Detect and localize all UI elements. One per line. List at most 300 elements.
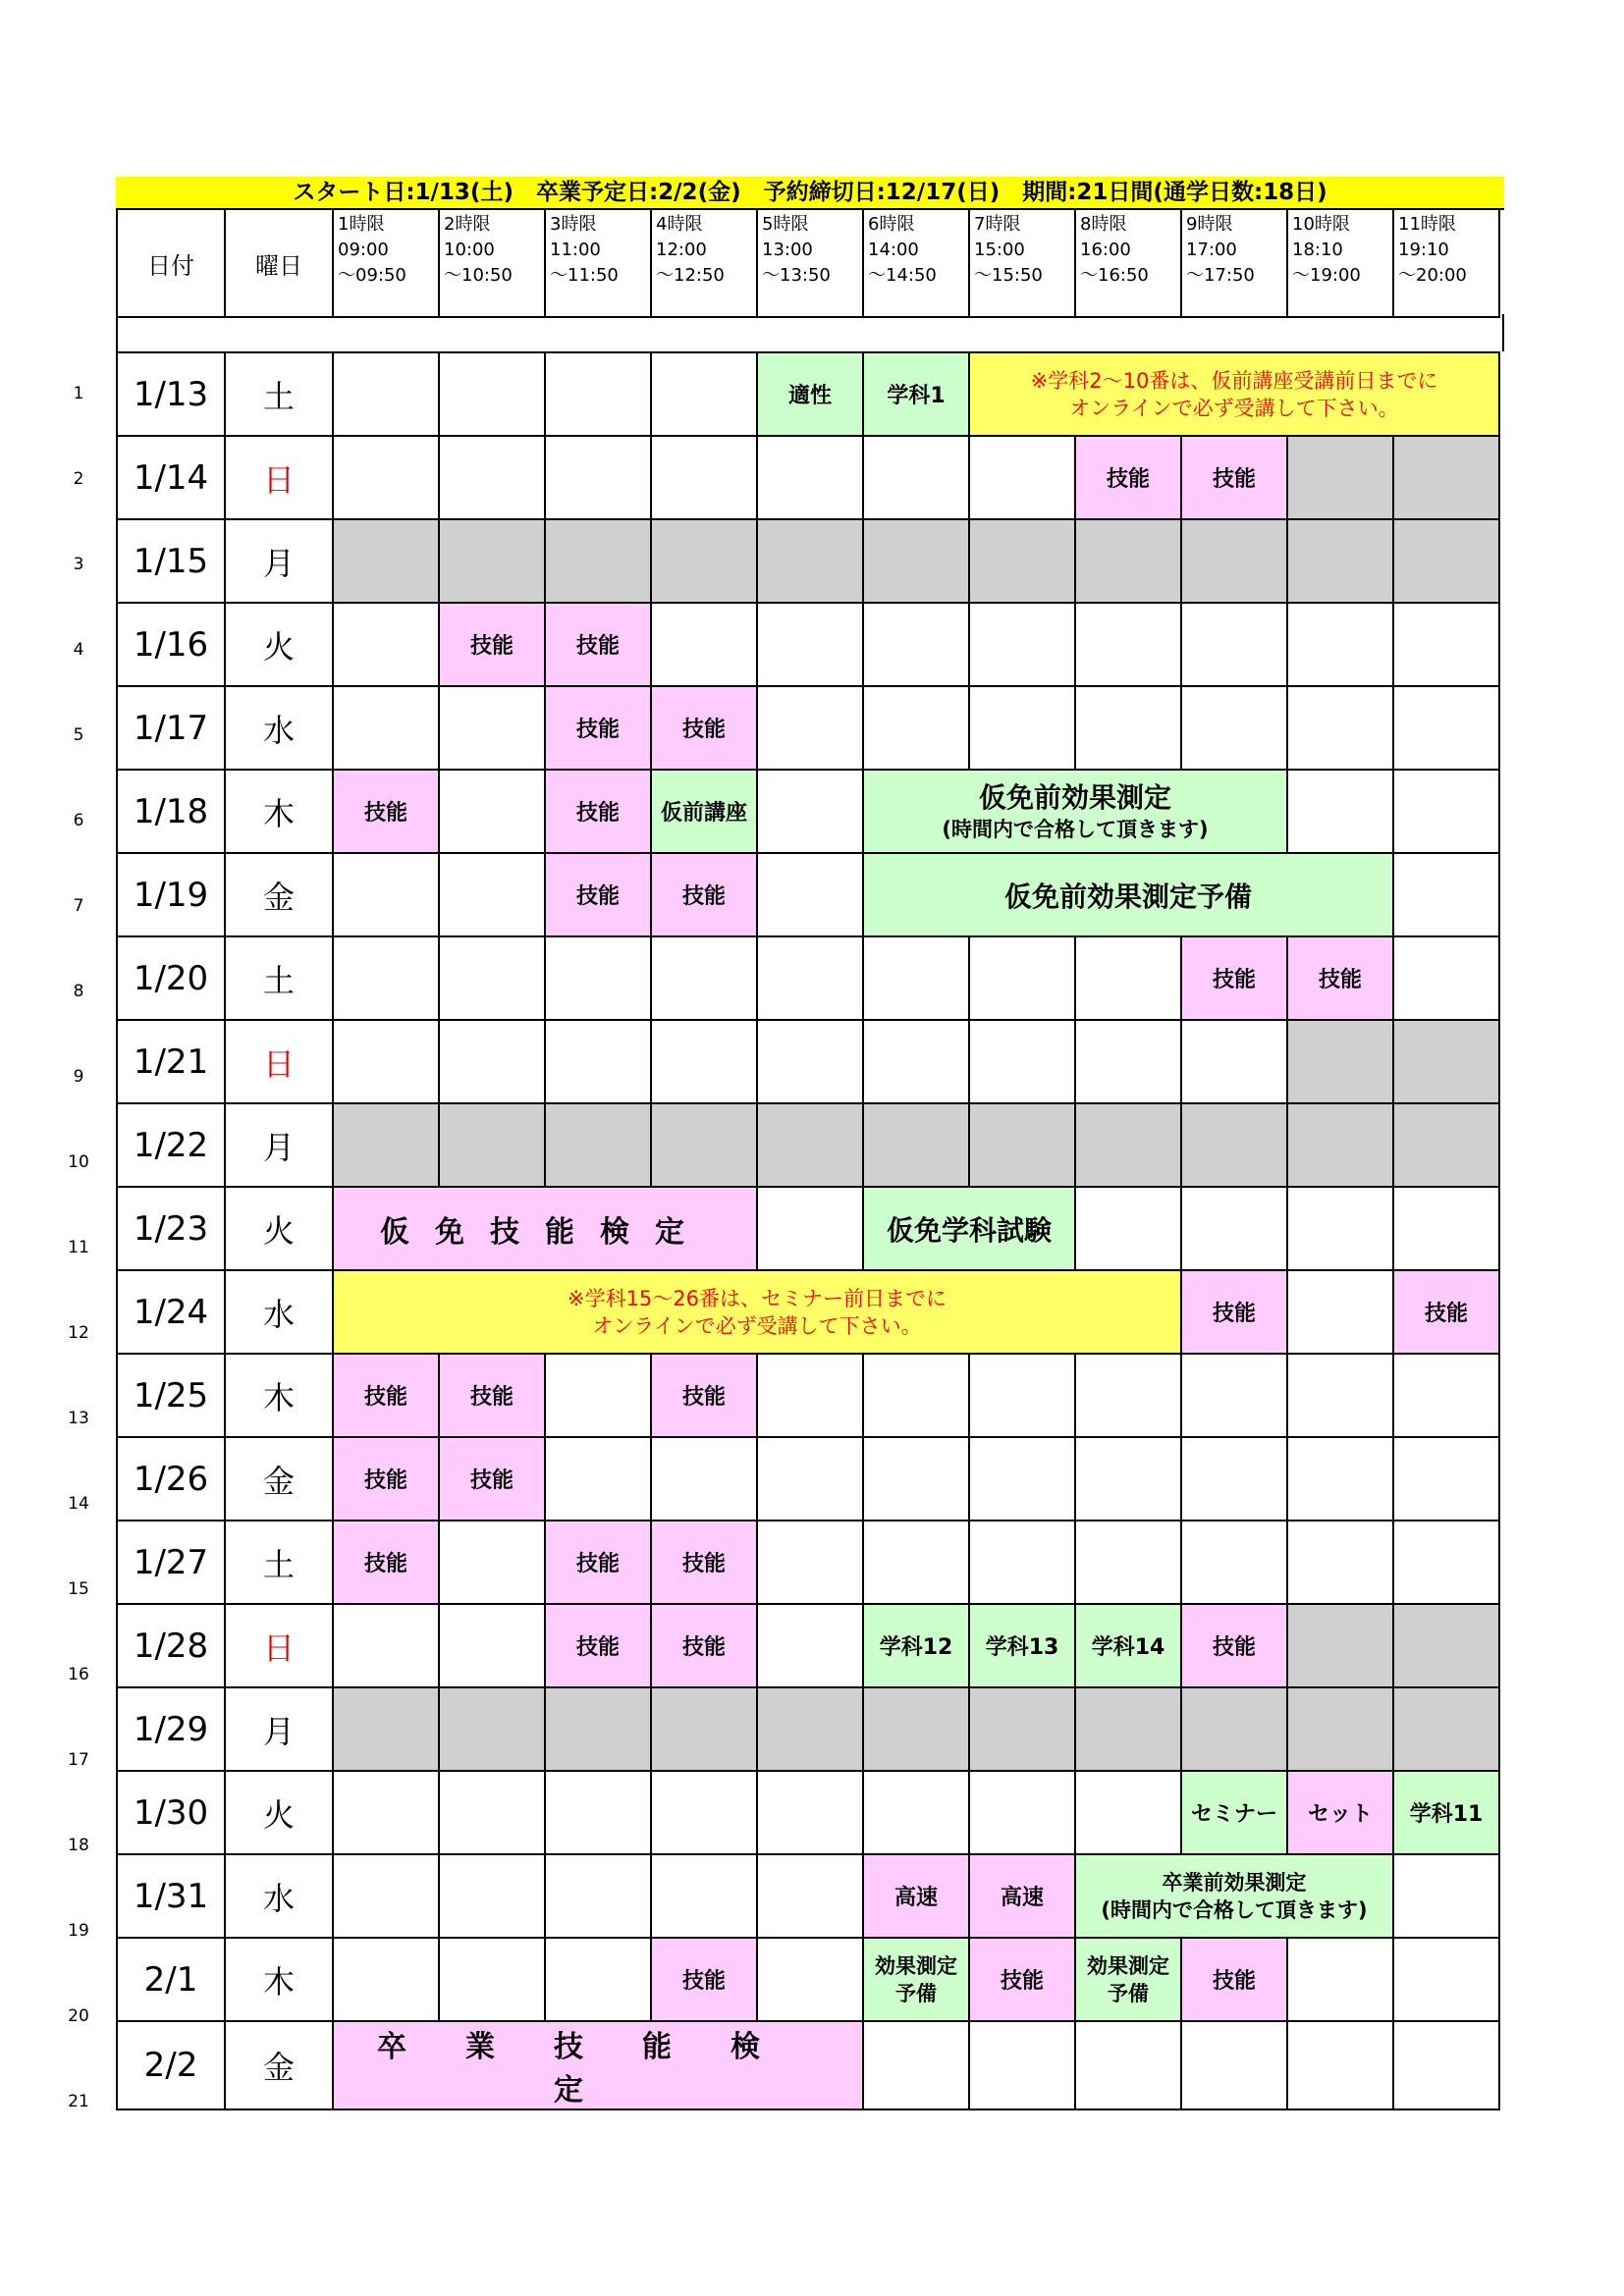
empty-cell xyxy=(969,1020,1075,1103)
schedule-row xyxy=(117,1938,1499,2021)
period-end: ～10:50 xyxy=(444,265,513,286)
empty-cell xyxy=(1075,936,1181,1020)
weekday-cell: 土 xyxy=(225,352,333,436)
row-number: 20 xyxy=(68,2006,89,2026)
empty-cell xyxy=(1393,603,1499,686)
schedule-row xyxy=(117,686,1499,770)
lesson-cell-class: 学科13 xyxy=(969,1604,1075,1687)
empty-cell xyxy=(439,1604,545,1687)
schedule-row xyxy=(117,936,1499,1020)
weekday-cell: 月 xyxy=(225,1687,333,1771)
empty-cell xyxy=(1287,2021,1393,2109)
date-cell: 1/17 xyxy=(117,686,225,770)
lesson-cell-class: 学科14 xyxy=(1075,1604,1181,1687)
lesson-cell-practical: 技能 xyxy=(651,1354,757,1437)
empty-cell xyxy=(1393,770,1499,853)
lesson-cell-practical: セット xyxy=(1287,1771,1393,1854)
period-header-7 xyxy=(969,209,1075,317)
lesson-cell-class xyxy=(1075,1854,1393,1938)
lesson-cell-practical: 技能 xyxy=(651,1604,757,1687)
date-column-header: 日付 xyxy=(117,209,225,317)
empty-cell xyxy=(1287,1270,1393,1354)
row-number: 6 xyxy=(73,811,84,830)
empty-cell xyxy=(757,1938,863,2021)
date-cell: 1/21 xyxy=(117,1020,225,1103)
date-cell: 1/29 xyxy=(117,1687,225,1771)
empty-cell xyxy=(863,936,969,1020)
period-start: 18:10 xyxy=(1292,240,1343,260)
period-start: 15:00 xyxy=(974,240,1025,260)
lesson-cell-practical: 技能 xyxy=(333,770,439,853)
closed-cell xyxy=(651,1103,757,1187)
lesson-cell-practical: 技能 xyxy=(439,1437,545,1521)
row-number: 17 xyxy=(68,1750,89,1770)
empty-cell xyxy=(651,603,757,686)
date-cell: 1/26 xyxy=(117,1437,225,1521)
period-header xyxy=(116,208,1500,318)
empty-cell xyxy=(757,1437,863,1521)
row-number: 3 xyxy=(73,555,84,574)
period-header-4 xyxy=(651,209,757,317)
empty-cell xyxy=(1181,1020,1287,1103)
schedule-row xyxy=(117,1521,1499,1604)
cell-line: オンラインで必ず受講して下さい。 xyxy=(592,1313,922,1338)
weekday-cell: 月 xyxy=(225,519,333,603)
empty-cell xyxy=(439,853,545,936)
empty-cell xyxy=(1287,1521,1393,1604)
period-name: 3時限 xyxy=(550,214,597,235)
cell-line: ※学科2～10番は、仮前講座受講前日までに xyxy=(1030,368,1438,393)
empty-cell xyxy=(333,1771,439,1854)
lesson-cell-practical: 技能 xyxy=(1181,1604,1287,1687)
closed-cell xyxy=(1287,1020,1393,1103)
lesson-cell-class xyxy=(863,1938,969,2021)
empty-cell xyxy=(545,1354,651,1437)
empty-cell xyxy=(757,1854,863,1938)
lesson-cell-practical: 技能 xyxy=(1181,436,1287,519)
closed-cell xyxy=(1393,519,1499,603)
closed-cell xyxy=(651,1687,757,1771)
lesson-cell-practical: 技能 xyxy=(439,1354,545,1437)
empty-cell xyxy=(1181,1187,1287,1270)
empty-cell xyxy=(757,686,863,770)
empty-cell xyxy=(757,1521,863,1604)
date-cell: 1/14 xyxy=(117,436,225,519)
closed-cell xyxy=(545,1687,651,1771)
row-number: 18 xyxy=(68,1836,89,1855)
cell-line: 予備 xyxy=(895,1981,937,2005)
period-name: 7時限 xyxy=(974,214,1021,235)
row-number: 4 xyxy=(73,640,84,660)
empty-cell xyxy=(863,2021,969,2109)
empty-cell xyxy=(333,603,439,686)
empty-cell xyxy=(1287,686,1393,770)
weekday-cell: 木 xyxy=(225,1938,333,2021)
closed-cell xyxy=(1287,1687,1393,1771)
row-number: 14 xyxy=(68,1494,89,1514)
empty-cell xyxy=(863,686,969,770)
closed-cell xyxy=(863,1687,969,1771)
period-header-6 xyxy=(863,209,969,317)
period-start: 17:00 xyxy=(1186,240,1237,260)
period-name: 2時限 xyxy=(444,214,491,235)
period-name: 5時限 xyxy=(762,214,809,235)
empty-cell xyxy=(757,1020,863,1103)
empty-cell xyxy=(863,603,969,686)
weekday-cell: 水 xyxy=(225,1270,333,1354)
closed-cell xyxy=(439,1687,545,1771)
empty-cell xyxy=(863,1354,969,1437)
lesson-cell-class: 仮免学科試験 xyxy=(863,1187,1075,1270)
empty-cell xyxy=(863,1020,969,1103)
row-number: 9 xyxy=(73,1067,84,1087)
lesson-cell-class xyxy=(863,770,1287,853)
cell-line: ※学科15～26番は、セミナー前日までに xyxy=(567,1286,947,1310)
closed-cell xyxy=(1181,1103,1287,1187)
lesson-cell-practical: 卒業技能検定 xyxy=(333,2021,863,2109)
empty-cell xyxy=(1181,1437,1287,1521)
weekday-cell: 日 xyxy=(225,1020,333,1103)
empty-cell xyxy=(333,1854,439,1938)
period-start: 11:00 xyxy=(550,240,601,260)
date-cell: 1/27 xyxy=(117,1521,225,1604)
empty-cell xyxy=(863,1521,969,1604)
empty-cell xyxy=(1393,686,1499,770)
weekday-cell: 日 xyxy=(225,436,333,519)
period-end: ～19:00 xyxy=(1292,265,1361,286)
row-number: 10 xyxy=(68,1152,89,1172)
lesson-cell-practical: 技能 xyxy=(1393,1270,1499,1354)
closed-cell xyxy=(1181,1687,1287,1771)
schedule-row xyxy=(117,1354,1499,1437)
empty-cell xyxy=(1075,1354,1181,1437)
schedule-row xyxy=(117,436,1499,519)
closed-cell xyxy=(1181,519,1287,603)
lesson-cell-practical: 技能 xyxy=(1181,1938,1287,2021)
closed-cell xyxy=(969,1687,1075,1771)
weekday-cell: 火 xyxy=(225,1771,333,1854)
row-number: 8 xyxy=(73,982,84,1001)
row-number: 13 xyxy=(68,1409,89,1428)
empty-cell xyxy=(1393,1854,1499,1938)
schedule-summary-banner: スタート日:1/13(土) 卒業予定日:2/2(金) 予約締切日:12/17(日) 期間:21日間(通学日数:18日) xyxy=(116,177,1504,210)
empty-cell xyxy=(439,686,545,770)
period-header-9 xyxy=(1181,209,1287,317)
weekday-cell: 火 xyxy=(225,603,333,686)
empty-cell xyxy=(1181,1521,1287,1604)
weekday-cell: 水 xyxy=(225,686,333,770)
cell-line: (時間内で合格して頂きます) xyxy=(1101,1897,1368,1922)
empty-cell xyxy=(1181,603,1287,686)
empty-cell xyxy=(863,1437,969,1521)
empty-cell xyxy=(1287,1354,1393,1437)
weekday-cell: 月 xyxy=(225,1103,333,1187)
lesson-cell-class: 学科12 xyxy=(863,1604,969,1687)
schedule-row xyxy=(117,1604,1499,1687)
weekday-cell: 土 xyxy=(225,1521,333,1604)
period-name: 8時限 xyxy=(1080,214,1127,235)
empty-cell xyxy=(545,936,651,1020)
empty-cell xyxy=(545,1020,651,1103)
row-number: 16 xyxy=(68,1665,89,1684)
closed-cell xyxy=(969,519,1075,603)
closed-cell xyxy=(1393,1604,1499,1687)
lesson-cell-practical: 技能 xyxy=(545,603,651,686)
period-name: 10時限 xyxy=(1292,214,1350,235)
lesson-cell-class: セミナー xyxy=(1181,1771,1287,1854)
empty-cell xyxy=(333,352,439,436)
period-header-3 xyxy=(545,209,651,317)
empty-cell xyxy=(333,1604,439,1687)
empty-cell xyxy=(1075,1187,1181,1270)
empty-cell xyxy=(651,936,757,1020)
empty-cell xyxy=(651,436,757,519)
row-number: 19 xyxy=(68,1921,89,1941)
cell-line: 卒業前効果測定 xyxy=(1162,1870,1307,1895)
date-cell: 2/1 xyxy=(117,1938,225,2021)
empty-cell xyxy=(1393,1187,1499,1270)
date-cell: 1/15 xyxy=(117,519,225,603)
empty-cell xyxy=(545,1771,651,1854)
lesson-cell-practical: 技能 xyxy=(545,1521,651,1604)
empty-cell xyxy=(969,686,1075,770)
lesson-cell-practical: 技能 xyxy=(651,686,757,770)
empty-cell xyxy=(969,1771,1075,1854)
closed-cell xyxy=(333,1687,439,1771)
lesson-cell-practical: 技能 xyxy=(545,853,651,936)
empty-cell xyxy=(545,436,651,519)
empty-cell xyxy=(1393,1938,1499,2021)
closed-cell xyxy=(1287,519,1393,603)
row-number: 5 xyxy=(73,725,84,745)
cell-line: 効果測定 xyxy=(875,1953,957,1978)
empty-cell xyxy=(439,352,545,436)
period-start: 16:00 xyxy=(1080,240,1131,260)
cell-line: (時間内で合格して頂きます) xyxy=(942,817,1209,841)
period-end: ～17:50 xyxy=(1186,265,1255,286)
schedule-row xyxy=(117,519,1499,603)
header-spacer xyxy=(116,314,1504,351)
lesson-cell-class: 仮免前効果測定予備 xyxy=(863,853,1393,936)
closed-cell xyxy=(757,1687,863,1771)
empty-cell xyxy=(545,1854,651,1938)
empty-cell xyxy=(969,1521,1075,1604)
period-name: 1時限 xyxy=(338,214,385,235)
empty-cell xyxy=(439,1938,545,2021)
empty-cell xyxy=(651,1437,757,1521)
cell-line: 効果測定 xyxy=(1087,1953,1169,1978)
weekday-cell: 水 xyxy=(225,1854,333,1938)
empty-cell xyxy=(1393,853,1499,936)
lesson-cell-practical: 技能 xyxy=(651,853,757,936)
period-start: 14:00 xyxy=(868,240,919,260)
dow-column-header: 曜日 xyxy=(225,209,333,317)
empty-cell xyxy=(439,1521,545,1604)
cell-line: 仮免前効果測定 xyxy=(978,780,1171,814)
empty-cell xyxy=(969,2021,1075,2109)
empty-cell xyxy=(1075,1771,1181,1854)
period-header-5 xyxy=(757,209,863,317)
empty-cell xyxy=(333,936,439,1020)
empty-cell xyxy=(651,1020,757,1103)
lesson-cell-class: 仮前講座 xyxy=(651,770,757,853)
lesson-cell-practical: 技能 xyxy=(1181,936,1287,1020)
schedule-row xyxy=(117,1187,1499,1270)
weekday-cell: 金 xyxy=(225,2021,333,2109)
closed-cell xyxy=(1075,1103,1181,1187)
lesson-cell-practical: 技能 xyxy=(333,1521,439,1604)
lesson-cell-practical: 技能 xyxy=(1181,1270,1287,1354)
lesson-cell-practical: 技能 xyxy=(651,1521,757,1604)
lesson-cell-practical: 技能 xyxy=(333,1437,439,1521)
closed-cell xyxy=(333,1103,439,1187)
empty-cell xyxy=(1075,1020,1181,1103)
row-number: 15 xyxy=(68,1579,89,1599)
empty-cell xyxy=(1287,1187,1393,1270)
empty-cell xyxy=(333,686,439,770)
date-cell: 1/18 xyxy=(117,770,225,853)
lesson-cell-class: 適性 xyxy=(757,352,863,436)
closed-cell xyxy=(545,519,651,603)
period-end: ～13:50 xyxy=(762,265,831,286)
empty-cell xyxy=(1393,2021,1499,2109)
empty-cell xyxy=(1075,603,1181,686)
date-cell: 1/30 xyxy=(117,1771,225,1854)
period-header-10 xyxy=(1287,209,1393,317)
period-name: 11時限 xyxy=(1398,214,1456,235)
lesson-cell-practical: 高速 xyxy=(969,1854,1075,1938)
closed-cell xyxy=(1393,1687,1499,1771)
period-name: 9時限 xyxy=(1186,214,1233,235)
date-cell: 1/13 xyxy=(117,352,225,436)
empty-cell xyxy=(757,603,863,686)
empty-cell xyxy=(757,436,863,519)
empty-cell xyxy=(1075,1521,1181,1604)
notice-cell xyxy=(333,1270,1181,1354)
date-cell: 1/31 xyxy=(117,1854,225,1938)
period-end: ～14:50 xyxy=(868,265,937,286)
empty-cell xyxy=(1181,686,1287,770)
closed-cell xyxy=(333,519,439,603)
cell-line: オンラインで必ず受講して下さい。 xyxy=(1069,396,1399,420)
schedule-row xyxy=(117,1687,1499,1771)
empty-cell xyxy=(1393,1437,1499,1521)
closed-cell xyxy=(1287,436,1393,519)
schedule-row xyxy=(117,1437,1499,1521)
empty-cell xyxy=(1181,1354,1287,1437)
empty-cell xyxy=(1075,1437,1181,1521)
date-cell: 1/23 xyxy=(117,1187,225,1270)
empty-cell xyxy=(757,1187,863,1270)
period-end: ～11:50 xyxy=(550,265,619,286)
period-start: 12:00 xyxy=(656,240,707,260)
cell-line: 予備 xyxy=(1108,1981,1149,2005)
date-cell: 1/20 xyxy=(117,936,225,1020)
empty-cell xyxy=(1287,1938,1393,2021)
date-cell: 1/22 xyxy=(117,1103,225,1187)
weekday-cell: 金 xyxy=(225,1437,333,1521)
empty-cell xyxy=(1393,1521,1499,1604)
row-number: 1 xyxy=(73,384,84,403)
empty-cell xyxy=(969,936,1075,1020)
period-header-11 xyxy=(1393,209,1499,317)
closed-cell xyxy=(1075,1687,1181,1771)
period-start: 10:00 xyxy=(444,240,495,260)
closed-cell xyxy=(757,1103,863,1187)
empty-cell xyxy=(651,1854,757,1938)
lesson-cell-practical: 技能 xyxy=(1075,436,1181,519)
empty-cell xyxy=(439,436,545,519)
empty-cell xyxy=(651,352,757,436)
empty-cell xyxy=(969,603,1075,686)
weekday-cell: 金 xyxy=(225,853,333,936)
schedule-grid xyxy=(116,351,1500,2110)
empty-cell xyxy=(757,936,863,1020)
lesson-cell-practical: 技能 xyxy=(439,603,545,686)
closed-cell xyxy=(1075,519,1181,603)
lesson-cell-practical: 技能 xyxy=(1287,936,1393,1020)
closed-cell xyxy=(439,1103,545,1187)
closed-cell xyxy=(863,1103,969,1187)
lesson-cell-practical: 技能 xyxy=(969,1938,1075,2021)
schedule-row xyxy=(117,603,1499,686)
empty-cell xyxy=(1287,1437,1393,1521)
closed-cell xyxy=(1393,1020,1499,1103)
period-start: 09:00 xyxy=(338,240,389,260)
period-header-1 xyxy=(333,209,439,317)
period-end: ～09:50 xyxy=(338,265,406,286)
period-end: ～12:50 xyxy=(656,265,725,286)
empty-cell xyxy=(333,1020,439,1103)
closed-cell xyxy=(651,519,757,603)
schedule-row xyxy=(117,1771,1499,1854)
empty-cell xyxy=(969,1354,1075,1437)
closed-cell xyxy=(1393,1103,1499,1187)
period-end: ～15:50 xyxy=(974,265,1043,286)
schedule-row xyxy=(117,2021,1499,2109)
closed-cell xyxy=(545,1103,651,1187)
empty-cell xyxy=(439,1020,545,1103)
row-number-column xyxy=(59,351,98,2145)
empty-cell xyxy=(757,1771,863,1854)
empty-cell xyxy=(757,1604,863,1687)
date-cell: 1/24 xyxy=(117,1270,225,1354)
lesson-cell-practical: 技能 xyxy=(545,1604,651,1687)
empty-cell xyxy=(1393,936,1499,1020)
row-number: 7 xyxy=(73,896,84,916)
notice-cell xyxy=(969,352,1499,436)
closed-cell xyxy=(757,519,863,603)
date-cell: 1/16 xyxy=(117,603,225,686)
empty-cell xyxy=(1287,603,1393,686)
date-cell: 1/28 xyxy=(117,1604,225,1687)
empty-cell xyxy=(969,1437,1075,1521)
empty-cell xyxy=(439,770,545,853)
empty-cell xyxy=(1075,2021,1181,2109)
empty-cell xyxy=(439,1771,545,1854)
empty-cell xyxy=(333,853,439,936)
weekday-cell: 木 xyxy=(225,770,333,853)
empty-cell xyxy=(439,1854,545,1938)
lesson-cell-practical: 技能 xyxy=(545,770,651,853)
empty-cell xyxy=(545,352,651,436)
schedule-row xyxy=(117,853,1499,936)
lesson-cell-class: 学科1 xyxy=(863,352,969,436)
lesson-cell-practical: 技能 xyxy=(333,1354,439,1437)
weekday-cell: 土 xyxy=(225,936,333,1020)
date-cell: 1/19 xyxy=(117,853,225,936)
empty-cell xyxy=(439,936,545,1020)
